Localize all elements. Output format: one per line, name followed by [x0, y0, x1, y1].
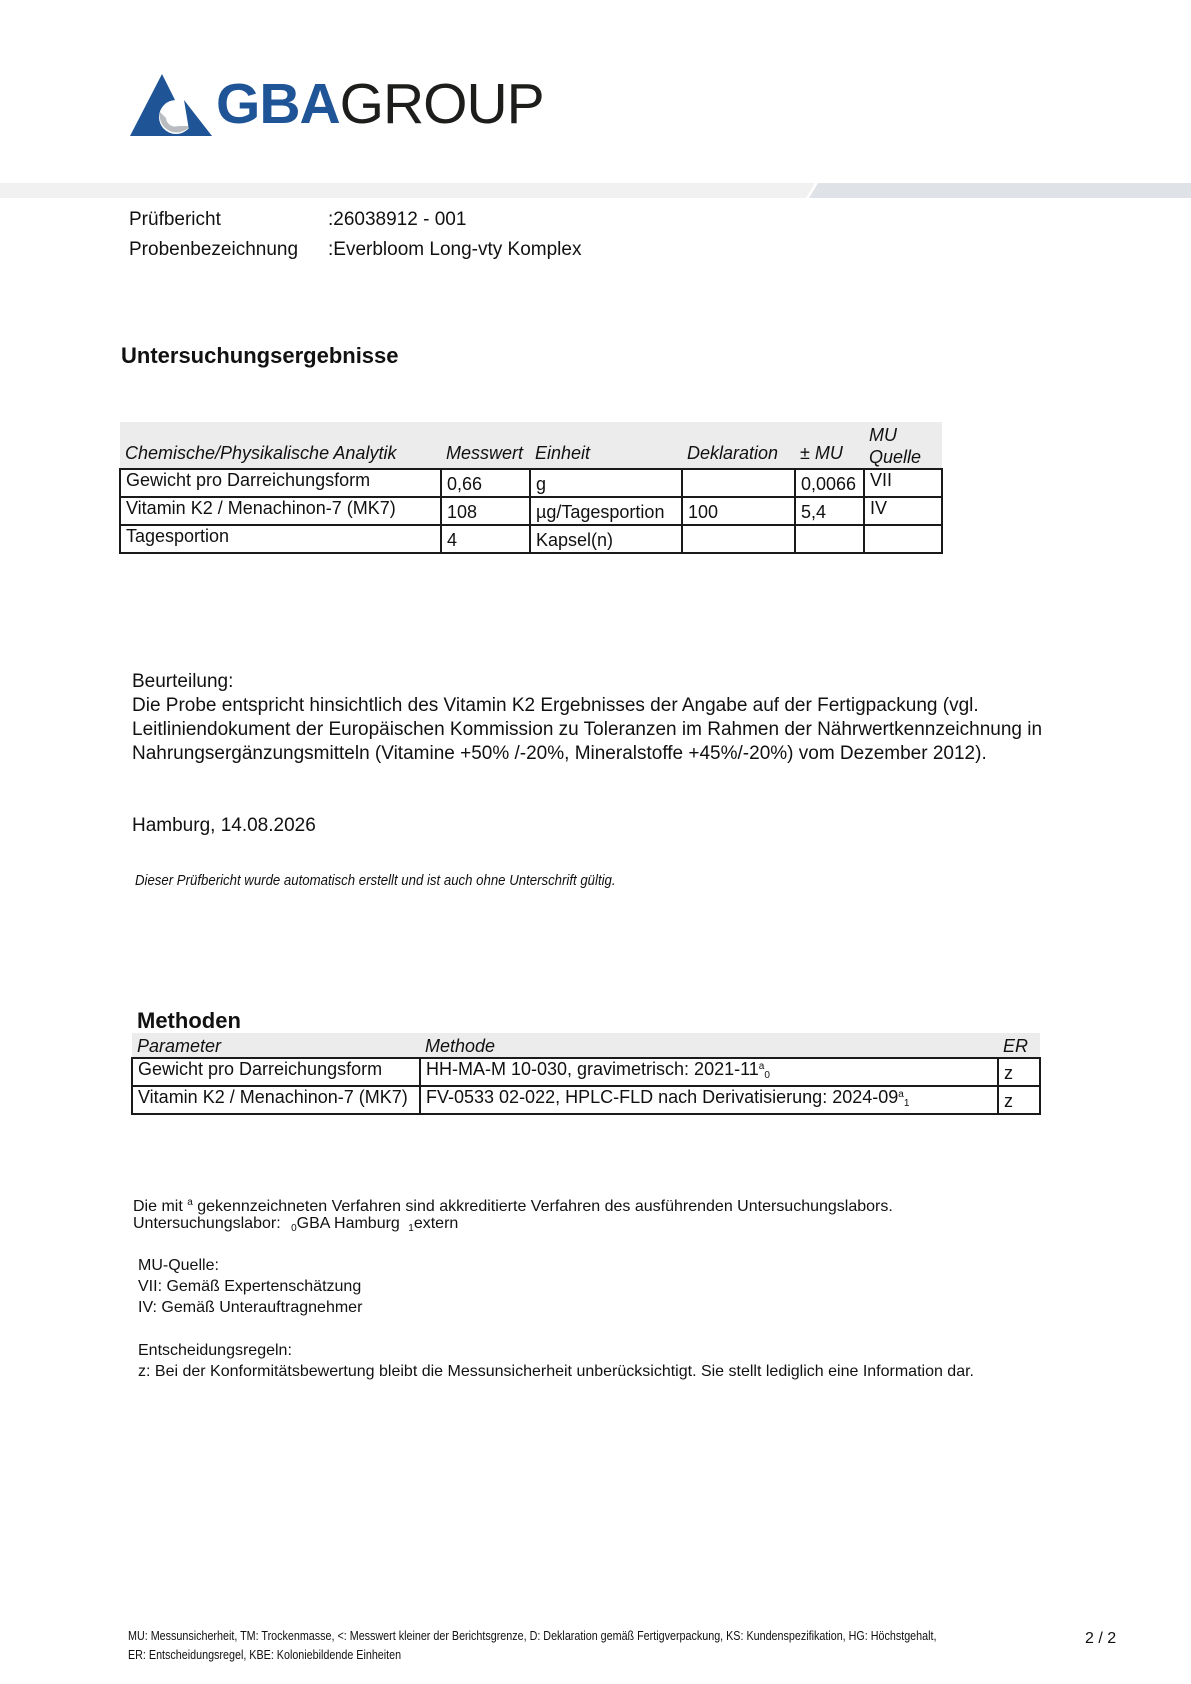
methods-title: Methoden [137, 1008, 241, 1033]
col-analysis-header: Chemische/Physikalische Analytik [120, 422, 441, 469]
logo-wordmark [216, 72, 544, 136]
accred-note-text: Die mit [133, 1198, 183, 1215]
col-parameter-header: Parameter [132, 1033, 420, 1058]
lab-name: extern [413, 1215, 459, 1232]
cell-analysis: Vitamin K2 / Menachinon-7 (MK7) [120, 497, 441, 525]
accred-note-text: gekennzeichneten Verfahren sind akkreditierte Verfahren des ausführenden Untersuchungslabors. [197, 1198, 893, 1215]
col-mu-header: ± MU [795, 422, 864, 469]
assessment-line: Leitliniendokument der Europäischen Kommission zu Toleranzen im Rahmen der Nährwertkennzeichnung in [132, 719, 1043, 740]
col-declaration-header: Deklaration [682, 422, 795, 469]
cell-unit: µg/Tagesportion [530, 497, 682, 525]
cell-mu-source: IV [864, 497, 942, 525]
lab-note [133, 1213, 458, 1239]
cell-unit: g [530, 469, 682, 497]
lab-index: 0 [291, 1223, 297, 1234]
methods-table [131, 1033, 1041, 1115]
mu-source-title: MU-Quelle: [138, 1257, 219, 1274]
decision-rule-item: z: Bei der Konformitätsbewertung bleibt die Messunsicherheit unberücksichtigt. Sie stellt lediglich eine Information dar. [138, 1363, 974, 1380]
logo-group-text: GROUP [339, 72, 544, 136]
col-unit-header: Einheit [530, 422, 682, 469]
gba-group-logo [130, 72, 570, 148]
col-value-header: Messwert [441, 422, 530, 469]
cell-declaration [682, 525, 795, 553]
cell-mu: 5,4 [795, 497, 864, 525]
cell-value: 108 [441, 497, 530, 525]
cell-er: z [998, 1086, 1040, 1114]
automatic-report-note: Dieser Prüfbericht wurde automatisch erstellt und ist auch ohne Unterschrift gültig. [135, 872, 616, 889]
lab-index: 0 [764, 1070, 770, 1081]
mu-source-legend [138, 1255, 362, 1318]
cell-parameter: Gewicht pro Darreichungsform [132, 1058, 420, 1086]
assessment-label: Beurteilung: [132, 671, 234, 692]
test-report-number: :26038912 - 001 [328, 209, 467, 230]
gba-triangle-logo-icon [130, 72, 212, 138]
col-method-header: Methode [420, 1033, 998, 1058]
cell-mu [795, 525, 864, 553]
results-title: Untersuchungsergebnisse [121, 343, 399, 368]
table-row [120, 497, 942, 525]
cell-mu-source [864, 525, 942, 553]
cell-method [420, 1058, 998, 1086]
col-mu-source-header: MU Quelle [864, 422, 942, 469]
cell-declaration: 100 [682, 497, 795, 525]
methods-header-row [132, 1033, 1040, 1058]
table-row [132, 1058, 1040, 1086]
header-band [0, 183, 1191, 198]
footer-abbreviations [128, 1627, 936, 1665]
method-text: FV-0533 02-022, HPLC-FLD nach Derivatisierung: 2024-09 [426, 1087, 899, 1107]
mu-source-item: IV: Gemäß Unterauftragnehmer [138, 1299, 363, 1316]
cell-method [420, 1086, 998, 1114]
table-row [132, 1086, 1040, 1114]
method-text: HH-MA-M 10-030, gravimetrisch: 2021-11 [426, 1059, 759, 1079]
mu-source-item: VII: Gemäß Expertenschätzung [138, 1278, 362, 1295]
cell-value: 0,66 [441, 469, 530, 497]
assessment-line: Die Probe entspricht hinsichtlich des Vitamin K2 Ergebnisses der Angabe auf der Fertigpackung (vgl. [132, 695, 979, 716]
assessment-line: Nahrungsergänzungsmitteln (Vitamine +50% /-20%, Mineralstoffe +45%/-20%) vom Dezember 2012). [132, 743, 987, 764]
page-number: 2 / 2 [1085, 1630, 1117, 1647]
logo-gba-text: GBA [216, 72, 340, 136]
decision-rules-title: Entscheidungsregeln: [138, 1342, 292, 1359]
results-header-row [120, 422, 942, 469]
cell-declaration [682, 469, 795, 497]
cell-value: 4 [441, 525, 530, 553]
decision-rules-legend [138, 1340, 974, 1382]
accredited-mark: a [898, 1089, 904, 1100]
cell-er: z [998, 1058, 1040, 1086]
lab-label: Untersuchungslabor: [133, 1215, 281, 1232]
table-row [120, 525, 942, 553]
cell-analysis: Tagesportion [120, 525, 441, 553]
col-er-header: ER [998, 1033, 1040, 1058]
footer-line: MU: Messunsicherheit, TM: Trockenmasse, <: Messwert kleiner der Berichtsgrenze, D: Deklaration gemäß Fertigverpackung, KS: Kundenspezifikation, HG: Höchstgehalt, [128, 1629, 937, 1643]
cell-analysis: Gewicht pro Darreichungsform [120, 469, 441, 497]
cell-mu-source: VII [864, 469, 942, 497]
lab-name: GBA Hamburg [296, 1215, 400, 1232]
table-row [120, 469, 942, 497]
lab-index: 1 [408, 1223, 414, 1234]
sample-name-label: Probenbezeichnung [129, 239, 299, 260]
results-table [119, 422, 943, 554]
accredited-mark: a [758, 1061, 765, 1072]
test-report-label: Prüfbericht [129, 209, 221, 230]
sample-name-value: :Everbloom Long-vty Komplex [328, 239, 582, 260]
cell-parameter: Vitamin K2 / Menachinon-7 (MK7) [132, 1086, 420, 1114]
cell-mu: 0,0066 [795, 469, 864, 497]
place-date: Hamburg, 14.08.2026 [132, 815, 316, 836]
assessment-text [132, 694, 1092, 766]
cell-unit: Kapsel(n) [530, 525, 682, 553]
accredited-mark: a [187, 1197, 193, 1208]
lab-index: 1 [903, 1098, 910, 1109]
footer-line: ER: Entscheidungsregel, KBE: Koloniebildende Einheiten [128, 1648, 402, 1662]
